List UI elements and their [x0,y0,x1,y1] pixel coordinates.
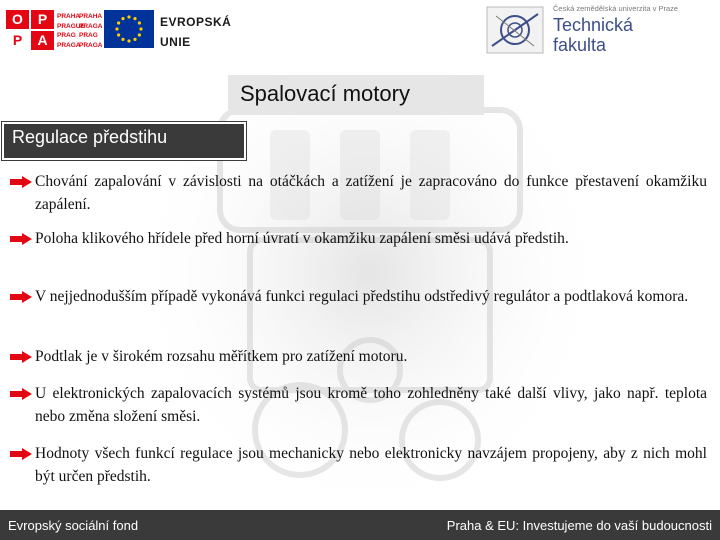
list-item-text: Chování zapalování v závislosti na otáčkách a zatížení je zapracováno do funkce přestavení okamžiku zapálení. [35,173,707,213]
footer-bar [0,510,720,540]
opp-letter: A [31,31,54,50]
page-title: Spalovací motory [240,81,410,106]
faculty-name-line2: fakulta [553,35,607,55]
red-arrow-icon [10,388,32,400]
faculty-name [553,15,633,55]
footer-left-text: Evropský sociální fond [8,518,139,533]
university-name: Česká zemědělská univerzita v Praze [553,4,679,13]
eu-label [160,12,231,52]
praha-word: PRAGA [57,41,81,49]
header-logo-bar [0,0,720,62]
praha-word: PRAGA [79,22,103,30]
red-arrow-icon [10,233,32,245]
section-subtitle: Regulace předstihu [12,127,168,147]
red-arrow-icon [10,448,32,460]
praha-word: PRAGA [79,41,103,49]
praha-word: PRAG [79,32,98,39]
red-arrow-icon [10,176,32,188]
praha-word: PRAHA [57,13,81,20]
faculty-name-line1: Technická [553,15,634,35]
opp-letter: P [6,31,29,50]
eu-flag-icon [104,10,154,48]
praha-word: PRAHA [79,13,103,20]
opp-letter: P [31,10,54,29]
praha-word: PRAG [57,32,76,39]
list-item-text: U elektronických zapalovacích systémů jsou kromě toho zohledněny také další vlivy, jako např. teplota nebo změna složení směsi. [35,385,707,425]
faculty-emblem-icon [486,6,544,54]
opp-logo [6,10,54,50]
eu-label-line2: UNIE [160,35,191,49]
praha-logo [57,12,103,50]
list-item-text: Podtlak je v širokém rozsahu měřítkem pro zatížení motoru. [35,348,408,365]
list-item-text: V nejjednodušším případě vykonává funkci regulaci předstihu odstředivý regulátor a podtlaková komora. [35,288,689,305]
praha-word: PRAGUE [57,22,85,30]
opp-letter: O [6,10,29,29]
red-arrow-icon [10,351,32,363]
footer-right-text: Praha & EU: Investujeme do vaší budoucnosti [446,518,712,533]
red-arrow-icon [10,291,32,303]
eu-label-line1: EVROPSKÁ [160,15,232,29]
list-item-text: Poloha klikového hřídele před horní úvratí v okamžiku zapálení směsi udává předstih. [35,230,569,247]
list-item-text: Hodnoty všech funkcí regulace jsou mechanicky nebo elektronicky navzájem propojeny, aby z nich mohl být určen předstih. [35,445,707,485]
